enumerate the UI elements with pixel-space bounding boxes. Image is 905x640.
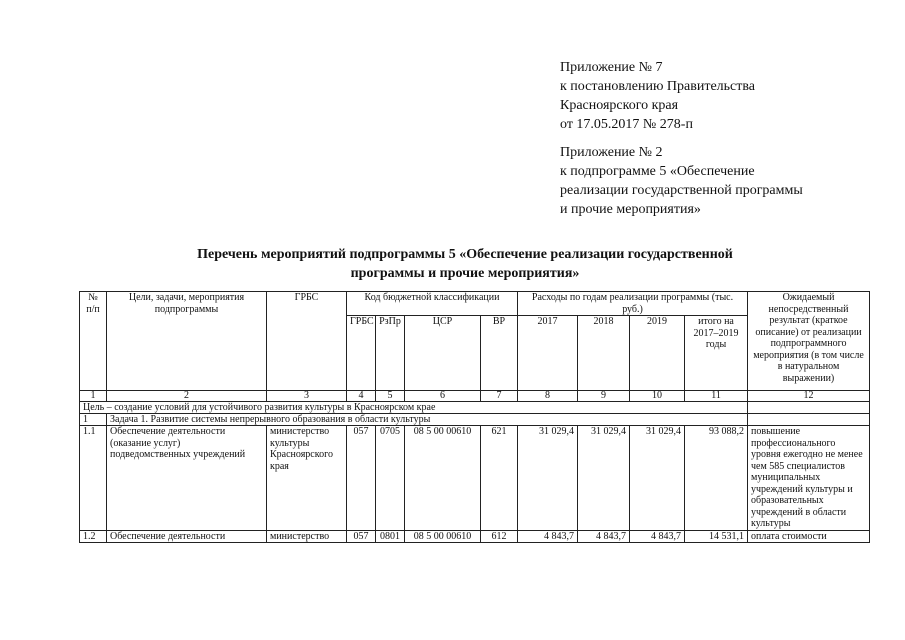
column-number: 12 — [748, 391, 870, 402]
row-grbs-code: 057 — [347, 530, 376, 543]
column-number: 7 — [481, 391, 518, 402]
row-number: 1.1 — [80, 426, 107, 531]
header-line: к подпрограмме 5 «Обеспечение — [560, 164, 755, 179]
column-number: 11 — [685, 391, 748, 402]
column-number-row — [80, 391, 870, 402]
column-number: 6 — [405, 391, 481, 402]
table-row — [80, 530, 870, 543]
header-line: к постановлению Правительства — [560, 79, 756, 94]
header-csr: ЦСР — [405, 316, 481, 391]
header-goals: Цели, задачи, мероприятия подпрограммы — [107, 292, 267, 391]
table-row — [80, 426, 870, 531]
header-line: Приложение № 2 — [560, 145, 663, 160]
row-rzpr: 0705 — [376, 426, 405, 531]
document-title — [150, 245, 780, 283]
title-line: программы и прочие мероприятия» — [350, 266, 580, 281]
row-grbs-code: 057 — [347, 426, 376, 531]
row-csr: 08 5 00 00610 — [405, 530, 481, 543]
header-line: Красноярского края — [560, 98, 679, 113]
row-total: 14 531,1 — [685, 530, 748, 543]
row-total: 93 088,2 — [685, 426, 748, 531]
row-2019: 31 029,4 — [630, 426, 685, 531]
row-2019: 4 843,7 — [630, 530, 685, 543]
column-number: 10 — [630, 391, 685, 402]
row-csr: 08 5 00 00610 — [405, 426, 481, 531]
row-grbs: министерство культуры Красноярского края — [267, 426, 347, 531]
row-grbs: министерство — [267, 530, 347, 543]
header-line: и прочие мероприятия» — [560, 202, 701, 217]
appendix-7-header — [560, 58, 755, 134]
goal-text: Цель – создание условий для устойчивого развития культуры в Красноярском крае — [80, 402, 748, 414]
column-number: 4 — [347, 391, 376, 402]
header-line: Приложение № 7 — [560, 60, 663, 75]
row-result: оплата стоимости — [748, 530, 870, 543]
task-row — [80, 414, 870, 426]
header-kbk: Код бюджетной классификации — [347, 292, 518, 316]
column-number: 2 — [107, 391, 267, 402]
row-number: 1.2 — [80, 530, 107, 543]
header-total: итого на 2017–2019 годы — [685, 316, 748, 391]
header-vr: ВР — [481, 316, 518, 391]
header-grbs-code: ГРБС — [347, 316, 376, 391]
task-result-cell — [748, 414, 870, 426]
header-2017: 2017 — [518, 316, 578, 391]
row-vr: 612 — [481, 530, 518, 543]
header-line: от 17.05.2017 № 278-п — [560, 117, 693, 132]
row-2017: 4 843,7 — [518, 530, 578, 543]
row-2017: 31 029,4 — [518, 426, 578, 531]
task-number: 1 — [80, 414, 107, 426]
header-grbs: ГРБС — [267, 292, 347, 391]
measures-table — [79, 291, 870, 543]
header-result: Ожидаемый непосредственный результат (краткое описание) от реализации подпрограммного мероприятия (в том числе в натуральном выражении) — [748, 292, 870, 391]
row-2018: 31 029,4 — [578, 426, 630, 531]
appendix-2-header — [560, 143, 803, 219]
header-2019: 2019 — [630, 316, 685, 391]
header-2018: 2018 — [578, 316, 630, 391]
column-number: 3 — [267, 391, 347, 402]
row-vr: 621 — [481, 426, 518, 531]
title-line: Перечень мероприятий подпрограммы 5 «Обеспечение реализации государственной — [197, 247, 733, 262]
header-expenses: Расходы по годам реализации программы (тыс. руб.) — [518, 292, 748, 316]
column-number: 9 — [578, 391, 630, 402]
header-line: реализации государственной программы — [560, 183, 803, 198]
row-result: повышение профессионального уровня ежегодно не менее чем 585 специалистов муниципальных учреждений культуры и образовательных учреждений в области культуры — [748, 426, 870, 531]
row-measure: Обеспечение деятельности (оказание услуг) подведомственных учреждений — [107, 426, 267, 531]
column-number: 5 — [376, 391, 405, 402]
task-text: Задача 1. Развитие системы непрерывного образования в области культуры — [107, 414, 748, 426]
column-number: 8 — [518, 391, 578, 402]
goal-result-cell — [748, 402, 870, 414]
row-2018: 4 843,7 — [578, 530, 630, 543]
row-measure: Обеспечение деятельности — [107, 530, 267, 543]
column-number: 1 — [80, 391, 107, 402]
goal-row — [80, 402, 870, 414]
header-rzpr: РзПр — [376, 316, 405, 391]
header-num: № п/п — [80, 292, 107, 391]
row-rzpr: 0801 — [376, 530, 405, 543]
